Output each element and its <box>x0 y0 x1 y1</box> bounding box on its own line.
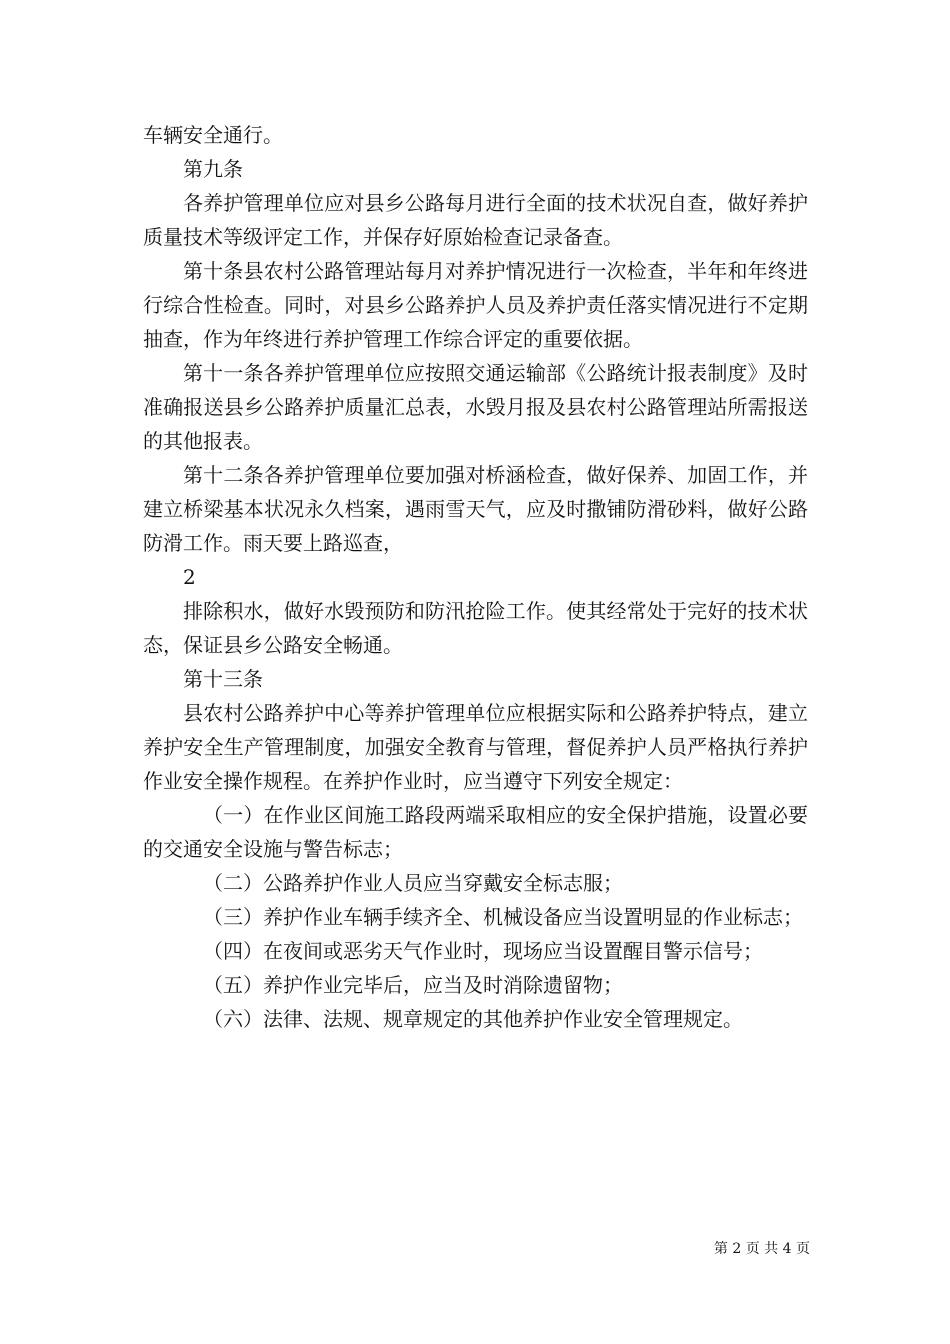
list-item-5: （五）养护作业完毕后，应当及时消除遗留物； <box>203 973 623 997</box>
article-9-heading: 第九条 <box>183 157 243 181</box>
inline-page-number: 2 <box>183 565 196 589</box>
list-item-6: （六）法律、法规、规章规定的其他养护作业安全管理规定。 <box>203 1007 743 1031</box>
article-13-heading: 第十三条 <box>183 667 263 691</box>
list-item-2: （二）公路养护作业人员应当穿戴安全标志服； <box>203 871 623 895</box>
list-item-1: （一）在作业区间施工路段两端采取相应的安全保护措施，设置必要的交通安全设施与警告标志； <box>143 803 808 861</box>
article-11-text: 第十一条各养护管理单位应按照交通运输部《公路统计报表制度》及时准确报送县乡公路养护质量汇总表，水毁月报及县农村公路管理站所需报送的其他报表。 <box>143 361 808 453</box>
article-9-text: 各养护管理单位应对县乡公路每月进行全面的技术状况自查，做好养护质量技术等级评定工作，并保存好原始检查记录备查。 <box>143 191 808 249</box>
article-13-text: 县农村公路养护中心等养护管理单位应根据实际和公路养护特点，建立养护安全生产管理制度，加强安全教育与管理，督促养护人员严格执行养护作业安全操作规程。在养护作业时，应当遵守下列安全规定： <box>143 701 808 793</box>
page-footer: 第 2 页 共 4 页 <box>713 1241 810 1257</box>
document-body <box>143 118 808 1036</box>
paragraph-continuation: 车辆安全通行。 <box>143 123 283 147</box>
list-item-4: （四）在夜间或恶劣天气作业时，现场应当设置醒目警示信号； <box>203 939 763 963</box>
article-12-continuation: 排除积水，做好水毁预防和防汛抢险工作。使其经常处于完好的技术状态，保证县乡公路安全畅通。 <box>143 599 808 657</box>
article-10-text: 第十条县农村公路管理站每月对养护情况进行一次检查，半年和年终进行综合性检查。同时，对县乡公路养护人员及养护责任落实情况进行不定期抽查，作为年终进行养护管理工作综合评定的重要依据。 <box>143 259 808 351</box>
article-12-text: 第十二条各养护管理单位要加强对桥涵检查，做好保养、加固工作，并建立桥梁基本状况永久档案，遇雨雪天气，应及时撒铺防滑砂料，做好公路防滑工作。雨天要上路巡查， <box>143 463 808 555</box>
list-item-3: （三）养护作业车辆手续齐全、机械设备应当设置明显的作业标志； <box>203 905 803 929</box>
